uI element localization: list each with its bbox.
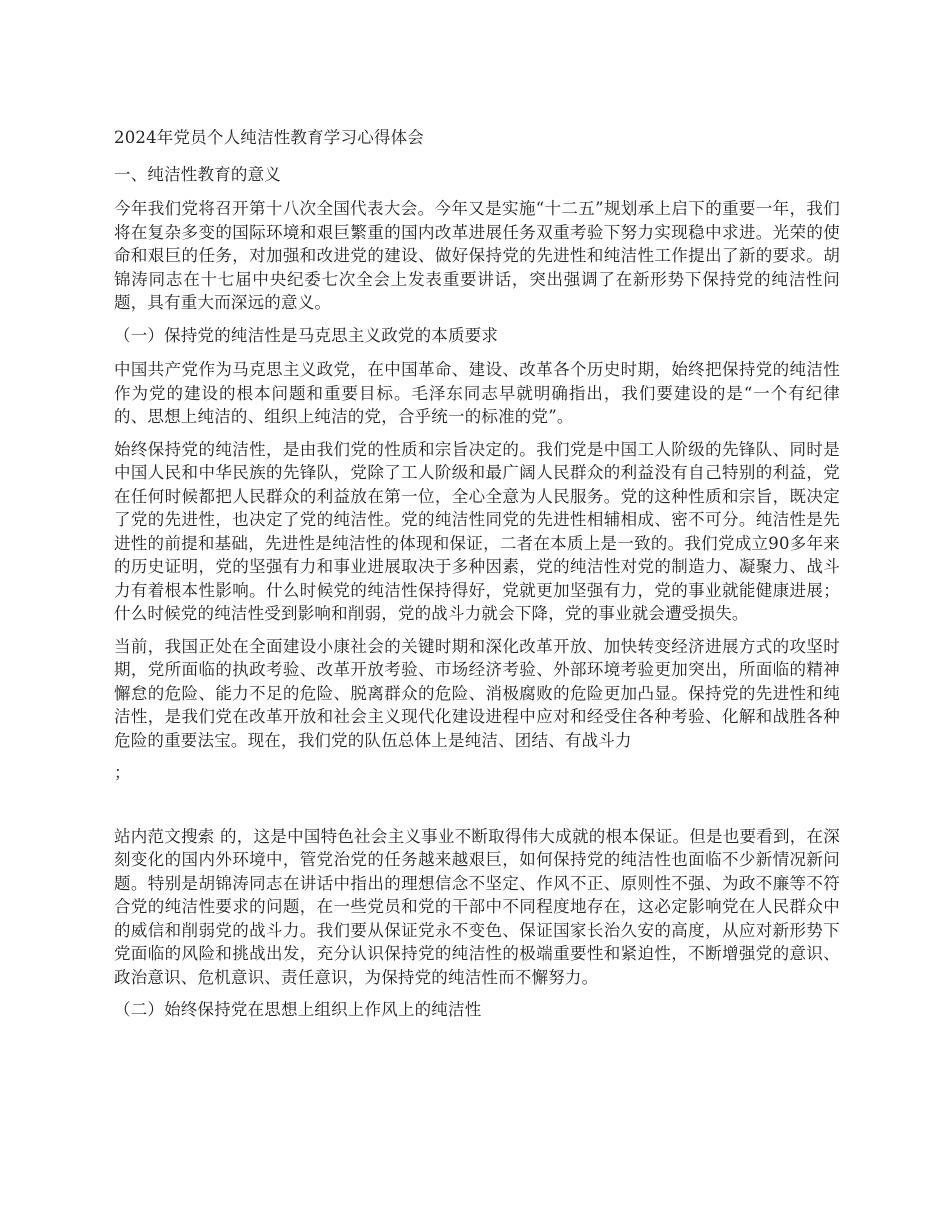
paragraph-2: 中国共产党作为马克思主义政党，在中国革命、建设、改革各个历史时期，始终把保持党的纯洁性作为党的建设的根本问题和重要目标。毛泽东同志早就明确指出，我们要建设的是“一个有纪律的、思想上纯洁的、组织上纯洁的党，合乎统一的标准的党”。 <box>114 360 840 426</box>
paragraph-3: 始终保持党的纯洁性，是由我们党的性质和宗旨决定的。我们党是中国工人阶级的先锋队、同时是中国人民和中华民族的先锋队，党除了工人阶级和最广阔人民群众的利益没有自己特别的利益，党在任何时候都把人民群众的利益放在第一位，全心全意为人民服务。党的这种性质和宗旨，既决定了党的先进性，也决定了党的纯洁性。党的纯洁性同党的先进性相辅相成、密不可分。纯洁性是先进性的前提和基础，先进性是纯洁性的体现和保证，二者在本质上是一致的。我们党成立90多年来的历史证明，党的坚强有力和事业进展取决于多种因素，党的纯洁性对党的制造力、凝聚力、战斗力有着根本性影响。什么时候党的纯洁性保持得好，党就更加坚强有力，党的事业就能健康进展；什么时候党的纯洁性受到影响和削弱，党的战斗力就会下降，党的事业就会遭受损失。 <box>114 439 840 623</box>
semicolon-line: ； <box>114 763 131 782</box>
paragraph-4: 当前，我国正处在全面建设小康社会的关键时期和深化改革开放、加快转变经济进展方式的攻坚时期，党所面临的执政考验、改革开放考验、市场经济考验、外部环境考验更加突出，所面临的精神懈怠的危险、能力不足的危险、脱离群众的危险、消极腐败的危险更加凸显。保持党的先进性和纯洁性，是我们党在改革开放和社会主义现代化建设进程中应对和经受住各种考验、化解和战胜各种危险的重要法宝。现在，我们党的队伍总体上是纯洁、团结、有战斗力 <box>114 636 840 750</box>
subsection-heading-2: （二）始终保持党在思想上组织上作风上的纯洁性 <box>114 1000 482 1019</box>
subsection-heading-1: （一）保持党的纯洁性是马克思主义政党的本质要求 <box>114 325 499 345</box>
section-heading-1: 一、纯洁性教育的意义 <box>114 164 281 184</box>
paragraph-1: 今年我们党将召开第十八次全国代表大会。今年又是实施“十二五”规划承上启下的重要一年，我们将在复杂多变的国际环境和艰巨繁重的国内改革进展任务双重考验下努力实现稳中求进。光荣的使命和艰巨的任务，对加强和改进党的建设、做好保持党的先进性和纯洁性工作提出了新的要求。胡锦涛同志在十七届中央纪委七次全会上发表重要讲话，突出强调了在新形势下保持党的纯洁性问题，具有重大而深远的意义。 <box>114 199 840 312</box>
document-body <box>114 126 840 1033</box>
paragraph-5: 站内范文搜索 的，这是中国特色社会主义事业不断取得伟大成就的根本保证。但是也要看到，在深刻变化的国内外环境中，管党治党的任务越来越艰巨，如何保持党的纯洁性也面临不少新情况新问题。特别是胡锦涛同志在讲话中指出的理想信念不坚定、作风不正、原则性不强、为政不廉等不符合党的纯洁性要求的问题，在一些党员和党的干部中不同程度地存在，这必定影响党在人民群众中的威信和削弱党的战斗力。我们要从保证党永不变色、保证国家长治久安的高度，从应对新形势下党面临的风险和挑战出发，充分认识保持党的纯洁性的极端重要性和紧迫性，不断增强党的意识、政治意识、危机意识、责任意识，为保持党的纯洁性而不懈努力。 <box>114 826 840 987</box>
document-title: 2024年党员个人纯洁性教育学习心得体会 <box>114 128 424 147</box>
